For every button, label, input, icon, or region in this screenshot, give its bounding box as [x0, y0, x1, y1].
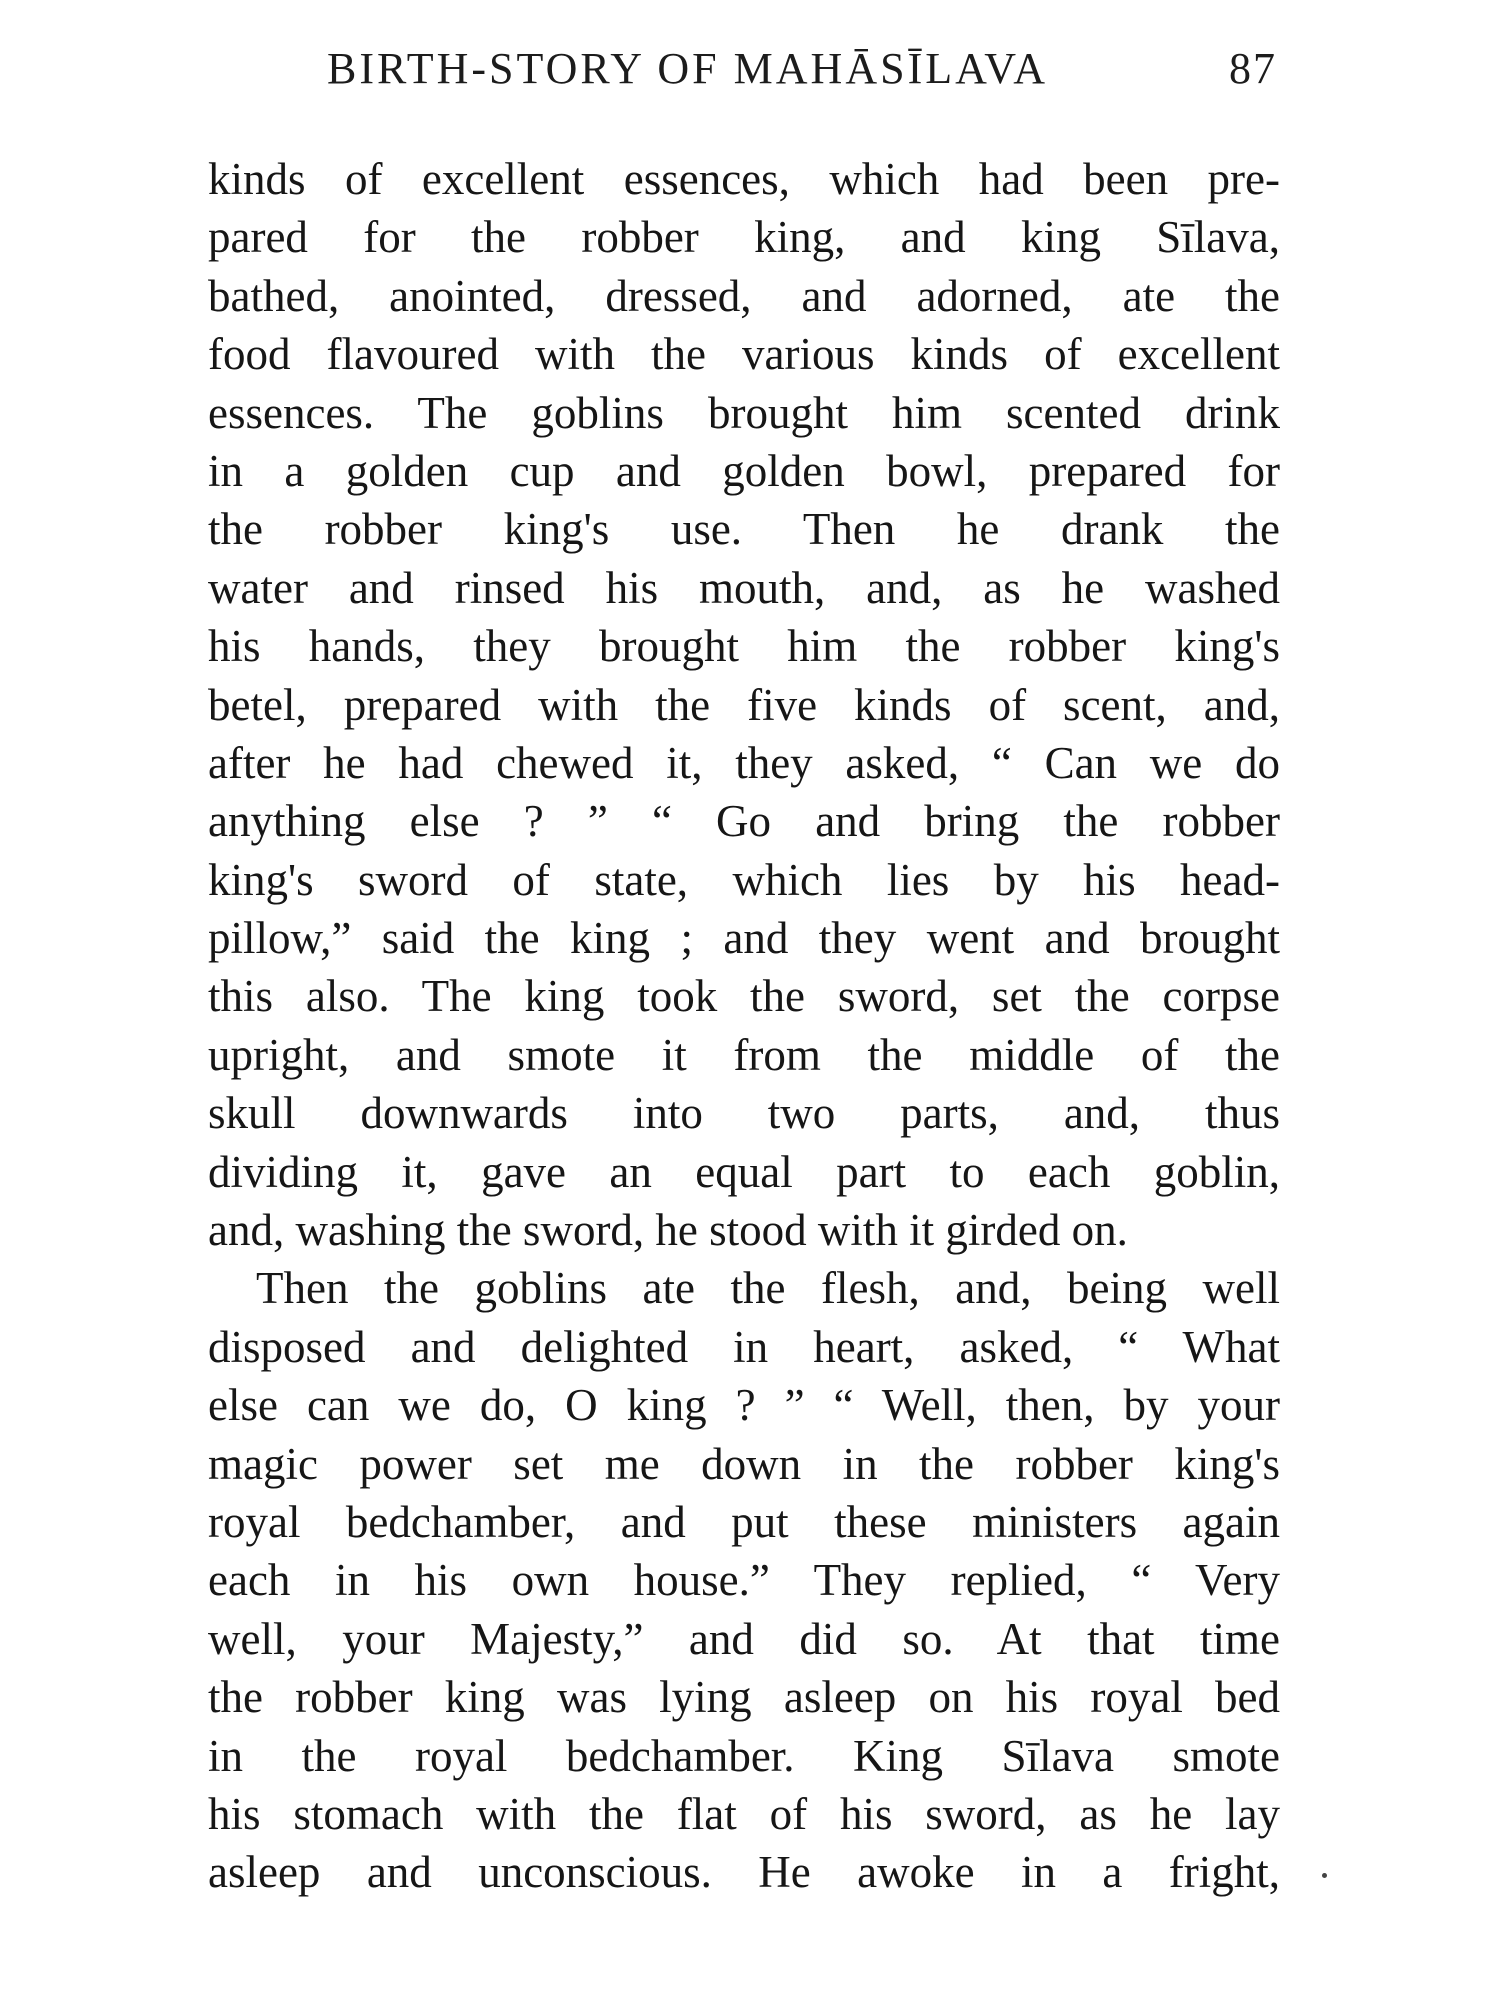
text-line: magic power set me down in the robber king's: [208, 1438, 1280, 1489]
text-line: the robber king's use. Then he drank the: [208, 504, 1280, 555]
text-line: disposed and delighted in heart, asked, “ What: [208, 1321, 1280, 1372]
page-number: 87: [1229, 43, 1277, 93]
running-title: BIRTH-STORY OF MAHĀSĪLAVA: [327, 43, 1049, 93]
text-line: each in his own house.” They replied, “ Very: [208, 1555, 1280, 1606]
text-line: after he had chewed it, they asked, “ Can we do: [208, 737, 1280, 788]
text-line: well, your Majesty,” and did so. At that time: [208, 1613, 1280, 1664]
text-line: his stomach with the flat of his sword, as he lay: [208, 1788, 1280, 1839]
text-line: betel, prepared with the five kinds of scent, and,: [208, 679, 1280, 730]
stray-ink-dot: [1322, 1873, 1327, 1878]
text-line: kinds of excellent essences, which had been pre-: [208, 154, 1280, 204]
text-line: upright, and smote it from the middle of the: [208, 1029, 1280, 1080]
text-line: food flavoured with the various kinds of excellent: [208, 329, 1280, 380]
text-line: in the royal bedchamber. King Sīlava smote: [208, 1730, 1280, 1781]
text-line: essences. The goblins brought him scented drink: [208, 387, 1280, 438]
text-line: pared for the robber king, and king Sīlava,: [208, 212, 1280, 263]
text-line: water and rinsed his mouth, and, as he washed: [208, 562, 1280, 613]
text-line: skull downwards into two parts, and, thus: [208, 1088, 1280, 1139]
text-line: this also. The king took the sword, set the corpse: [208, 971, 1280, 1022]
text-line: else can we do, O king ? ” “ Well, then, by your: [208, 1380, 1280, 1431]
text-line: asleep and unconscious. He awoke in a fright,: [208, 1847, 1280, 1898]
paragraph-start-line: Then the goblins ate the flesh, and, being well: [256, 1263, 1280, 1314]
text-line: the robber king was lying asleep on his royal bed: [208, 1672, 1280, 1723]
text-line: pillow,” said the king ; and they went and brought: [208, 913, 1280, 964]
running-head: [327, 38, 1277, 98]
text-line: his hands, they brought him the robber king's: [208, 621, 1280, 672]
paragraph-end-line: and, washing the sword, he stood with it girded on.: [208, 1205, 1128, 1256]
text-line: bathed, anointed, dressed, and adorned, ate the: [208, 270, 1280, 321]
text-line: in a golden cup and golden bowl, prepared for: [208, 445, 1280, 496]
text-line: king's sword of state, which lies by his head-: [208, 854, 1280, 905]
text-line: anything else ? ” “ Go and bring the robber: [208, 796, 1280, 847]
text-line: dividing it, gave an equal part to each goblin,: [208, 1146, 1280, 1197]
text-line: royal bedchamber, and put these ministers again: [208, 1496, 1280, 1547]
body-text: [208, 150, 1280, 1902]
